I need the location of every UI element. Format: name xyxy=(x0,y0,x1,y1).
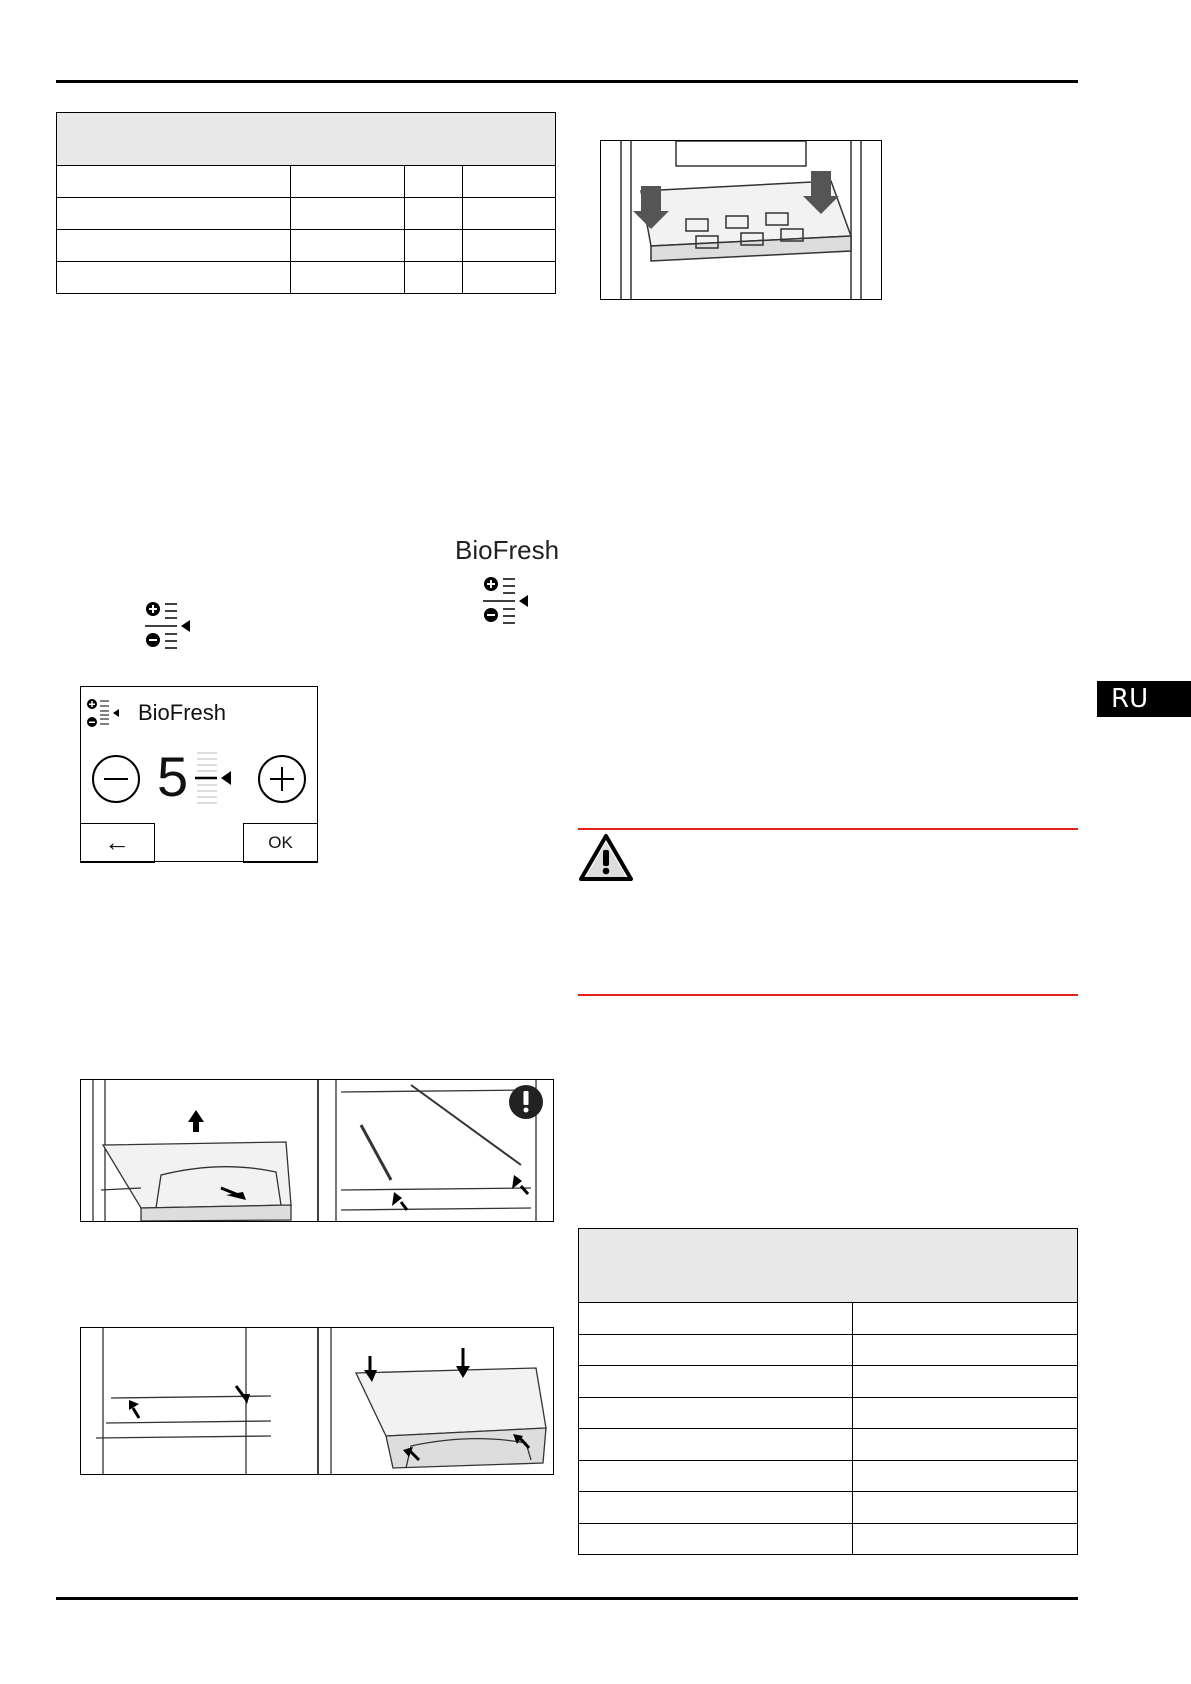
table-row xyxy=(579,1460,1078,1492)
biofresh-label: BioFresh xyxy=(455,535,560,565)
temperature-adjust-icon xyxy=(483,575,531,627)
top-rule xyxy=(56,80,1078,83)
minus-button[interactable] xyxy=(91,754,141,804)
bottom-rule xyxy=(56,1597,1078,1600)
table-row xyxy=(57,166,556,198)
table-row xyxy=(57,230,556,262)
shelf-figure xyxy=(600,140,882,300)
temperature-adjust-icon xyxy=(145,600,193,652)
table-row xyxy=(579,1492,1078,1524)
ok-button[interactable]: OK xyxy=(243,823,318,863)
table-row xyxy=(57,198,556,230)
table-row xyxy=(579,1397,1078,1429)
table-row xyxy=(579,1523,1078,1555)
drawer-removal-figure xyxy=(80,1079,554,1222)
back-button[interactable] xyxy=(80,823,155,863)
warning-top-rule xyxy=(578,828,1078,830)
table-row xyxy=(579,1366,1078,1398)
warning-icon xyxy=(578,833,634,883)
display-title: BioFresh xyxy=(138,700,227,725)
table-row xyxy=(579,1303,1078,1335)
storage-table xyxy=(578,1228,1078,1555)
settings-table xyxy=(56,112,556,294)
drawer-insertion-figure xyxy=(80,1327,554,1475)
language-tab: RU xyxy=(1097,681,1191,717)
temperature-adjust-icon xyxy=(87,699,125,729)
display-value: 5 xyxy=(157,745,189,808)
table-row xyxy=(579,1334,1078,1366)
warning-bottom-rule xyxy=(578,994,1078,996)
plus-button[interactable] xyxy=(257,754,307,804)
back-arrow-icon: ← xyxy=(104,827,130,857)
table-header xyxy=(57,113,556,166)
table-row xyxy=(57,262,556,294)
level-indicator-icon xyxy=(195,749,235,805)
biofresh-display xyxy=(80,686,318,862)
table-row xyxy=(579,1429,1078,1461)
table-header xyxy=(579,1229,1078,1303)
